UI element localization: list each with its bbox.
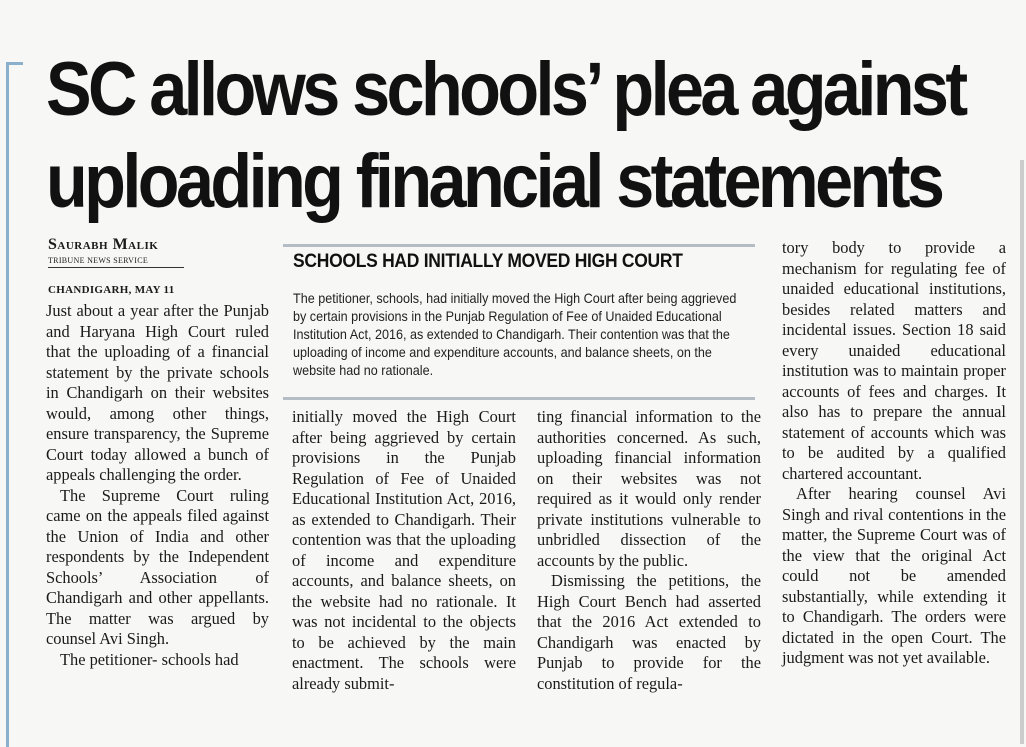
paragraph: tory body to provide a mechanism for regulating fee of unaided educational institutions, besides related matters and incidental issues. Section 18 said every unaided educational institution was to maintain proper accounts of fees and charges. It also has to prepare the annual statement of accounts which was to be audited by a qualified chartered accountant. — [782, 238, 1006, 483]
article-column-2 — [292, 407, 516, 694]
sidebar-box — [283, 244, 755, 400]
paragraph: After hearing counsel Avi Singh and rival contentions in the matter, the Supreme Court was of the view that the original Act could not be amended substantially, while extending it to Chandigarh. The orders were dictated in the open Court. The judgment was not yet available. — [782, 484, 1006, 667]
sidebar-box-title: SCHOOLS HAD INITIALLY MOVED HIGH COURT — [293, 251, 683, 272]
byline — [48, 236, 184, 268]
paragraph: Just about a year after the Punjab and Haryana High Court ruled that the uploading of a financial statement by the private schools in Chandigarh on their websites would, among other things, ensure transparency, the Supreme Court today allowed a bunch of appeals challenging the order. — [46, 301, 269, 484]
paragraph: initially moved the High Court after being aggrieved by certain provisions in the Punjab Regulation of Fee of Unaided Educational Institution Act, 2016, as extended to Chandigarh. Their contention was that the uploading of income and expenditure accounts, and balance sheets, on the website had no rationale. It was not incidental to the objects to be achieved by the main enactment. The schools were already submit- — [292, 407, 516, 693]
sidebar-box-body: The petitioner, schools, had initially moved the High Court after being aggrieved by certain provisions in the Punjab Regulation of Fee of Unaided Educational Institution Act, 2016, as extended to Chandigarh. Their contention was that the uploading of income and expenditure accounts, and balance sheets, on the website had no rationale. — [293, 290, 737, 378]
paragraph: ting financial information to the authorities concerned. As such, uploading financial information on their websites was not required as it would only render private institutions vulnerable to unbridled dissection of the accounts by the public. — [537, 407, 761, 570]
page-margin-rule — [6, 62, 23, 747]
article-column-3 — [537, 407, 761, 694]
article-column-4 — [782, 238, 1006, 669]
headline-line-2: uploading financial statements — [46, 139, 942, 224]
headline-line-1: SC allows schools’ plea against — [46, 47, 965, 132]
article-column-1 — [46, 301, 269, 670]
dateline: CHANDIGARH, MAY 11 — [48, 284, 175, 296]
author-name: Saurabh Malik — [48, 236, 159, 253]
headline — [46, 44, 965, 228]
news-service: TRIBUNE NEWS SERVICE — [48, 256, 184, 268]
paragraph: Dismissing the petitions, the High Court Bench had asserted that the 2016 Act extended to Chandigarh was enacted by Punjab to provide for the constitution of regula- — [537, 571, 761, 693]
paragraph: The Supreme Court ruling came on the appeals filed against the Union of India and other respondents by the Independent Schools’ Association of Chandigarh and other appellants. The matter was argued by counsel Avi Singh. — [46, 485, 269, 648]
paragraph: The petitioner- schools had — [60, 649, 239, 669]
page-fold-edge — [1020, 160, 1024, 744]
